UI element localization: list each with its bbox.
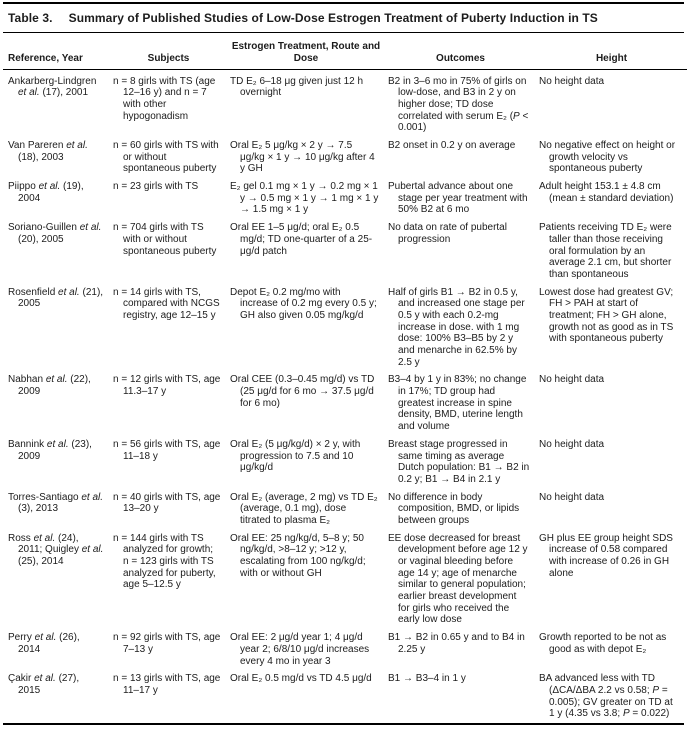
cell-reference-year: Nabhan et al. (22), 2009: [8, 374, 91, 398]
table-row: [3, 434, 687, 487]
cell-reference-year: Soriano-Guillen et al. (20), 2005: [8, 222, 102, 245]
cell-height: No height data: [539, 75, 605, 87]
cell-subjects: n = 13 girls with TS, age 11–17 y: [113, 673, 221, 696]
cell-reference-year: Torres-Santiago et al. (3), 2013: [8, 491, 104, 515]
cell-height: Adult height 153.1 ± 4.8 cm (mean ± standard deviation): [539, 181, 674, 204]
cell-height: No height data: [539, 438, 605, 450]
cell-treatment: Oral EE: 2 μg/d year 1; 4 μg/d year 2; 6/8/10 μg/d increases every 4 mo in year 3: [230, 632, 370, 667]
cell-treatment: Oral E₂ (average, 2 mg) vs TD E₂ (average, 0.1 mg), dose titrated to plasma E₂: [230, 491, 378, 526]
cell-treatment: Oral EE: 25 ng/kg/d, 5–8 y; 50 ng/kg/d, >8–12 y; >12 y, escalating from 100 ng/kg/d; with or without GH: [230, 532, 366, 579]
cell-reference-year: Rosenfield et al. (21), 2005: [8, 286, 104, 310]
cell-treatment: Oral EE 1–5 μg/d; oral E₂ 0.5 mg/d; TD one-quarter of a 25-μg/d patch: [230, 222, 373, 257]
cell-outcomes: No difference in body composition, BMD, or lipids between groups: [388, 491, 520, 526]
cell-subjects: n = 23 girls with TS: [113, 181, 199, 193]
cell-height: Growth reported to be not as good as with depot E₂: [539, 632, 667, 655]
table-row: [3, 528, 687, 628]
cell-treatment: Depot E₂ 0.2 mg/mo with increase of 0.2 mg every 0.5 y; GH also given 0.05 mg/kg/d: [230, 286, 377, 321]
cell-subjects: n = 40 girls with TS, age 13–20 y: [113, 491, 221, 515]
table-row: [3, 627, 687, 668]
cell-height: BA advanced less with TD (ΔCA/ΔBA 2.2 vs 0.58; P = 0.005); GV greater on TD at 1 y (4.35 vs 3.8; P = 0.022): [539, 673, 673, 720]
cell-outcomes: No data on rate of pubertal progression: [388, 222, 507, 245]
cell-height: No height data: [539, 374, 605, 386]
cell-outcomes: Breast stage progressed in same timing as average Dutch population: B1 → B2 in 0.2 y; B1 → B4 in 2.1 y: [388, 438, 530, 485]
cell-outcomes: B1 → B3–4 in 1 y: [388, 673, 466, 685]
cell-height: Lowest dose had greatest GV; FH > PAH at start of treatment; FH > GH alone, growth not as good as in TS with spontaneous puberty: [539, 286, 674, 345]
table-title-text: Summary of Published Studies of Low-Dose Estrogen Treatment of Puberty Induction in TS: [68, 11, 598, 25]
table-row: [3, 487, 687, 528]
table-number-label: Table 3.: [8, 11, 53, 25]
cell-reference-year: Çakir et al. (27), 2015: [8, 673, 80, 696]
cell-treatment: TD E₂ 6–18 μg given just 12 h overnight: [230, 75, 364, 99]
cell-treatment: E₂ gel 0.1 mg × 1 y → 0.2 mg × 1 y → 0.5 mg × 1 y → 1 mg × 1 y → 1.5 mg × 1 y: [230, 181, 379, 216]
cell-height: GH plus EE group height SDS increase of 0.58 compared with increase of 0.26 in GH alone: [539, 532, 673, 579]
table-row: [3, 69, 687, 135]
cell-treatment: Oral CEE (0.3–0.45 mg/d) vs TD (25 μg/d for 6 mo → 37.5 μg/d for 6 mo): [230, 374, 375, 409]
table-title: [3, 4, 684, 33]
cell-outcomes: EE dose decreased for breast development before age 12 y or vaginal bleeding before age 14 y; age of menarche similar to general population; earlier breast development for girls who received the early low dose: [388, 532, 528, 626]
cell-reference-year: Van Pareren et al. (18), 2003: [8, 140, 88, 163]
cell-outcomes: B2 in 3–6 mo in 75% of girls on low-dose, and B3 in 2 y on higher dose; TD dose correlated with serum E₂ (P < 0.001): [388, 75, 529, 134]
column-header-subjects: Subjects: [113, 33, 230, 69]
table-row: [3, 135, 687, 176]
table-body: [3, 69, 687, 721]
cell-subjects: n = 12 girls with TS, age 11.3–17 y: [113, 374, 221, 398]
cell-subjects: n = 8 girls with TS (age 12–16 y) and n = 7 with other hypogonadism: [113, 75, 216, 122]
cell-reference-year: Perry et al. (26), 2014: [8, 632, 80, 655]
cell-outcomes: B2 onset in 0.2 y on average: [388, 140, 516, 152]
cell-reference-year: Piippo et al. (19), 2004: [8, 181, 84, 204]
table-row: [3, 217, 687, 281]
table-row: [3, 668, 687, 721]
cell-subjects: n = 704 girls with TS with or without spontaneous puberty: [113, 222, 217, 257]
cell-treatment: Oral E₂ 0.5 mg/d vs TD 4.5 μg/d: [230, 673, 372, 685]
table-row: [3, 282, 687, 370]
cell-height: No negative effect on height or growth velocity vs spontaneous puberty: [539, 140, 676, 175]
bottom-rule: [3, 723, 684, 725]
cell-reference-year: Ross et al. (24), 2011; Quigley et al. (25), 2014: [8, 532, 104, 568]
column-header-height: Height: [539, 33, 687, 69]
cell-treatment: Oral E₂ 5 μg/kg × 2 y → 7.5 μg/kg × 1 y → 10 μg/kg after 4 y GH: [230, 140, 375, 175]
cell-subjects: n = 60 girls with TS with or without spontaneous puberty: [113, 140, 219, 175]
cell-subjects: n = 144 girls with TS analyzed for growth; n = 123 girls with TS analyzed for puberty, age 5–12.5 y: [113, 532, 216, 591]
studies-table: [3, 33, 687, 721]
header-row: [3, 33, 687, 69]
column-header-reference-year: Reference, Year: [3, 33, 113, 69]
cell-outcomes: Pubertal advance about one stage per year treatment with 50% B2 at 6 mo: [388, 181, 528, 216]
cell-outcomes: B1 → B2 in 0.65 y and to B4 in 2.25 y: [388, 632, 525, 655]
cell-treatment: Oral E₂ (5 μg/kg/d) × 2 y, with progression to 7.5 and 10 μg/kg/d: [230, 438, 361, 474]
cell-subjects: n = 14 girls with TS, compared with NCGS registry, age 12–15 y: [113, 286, 220, 321]
cell-height: Patients receiving TD E₂ were taller than those receiving oral formulation by an average 2.1 cm, but shorter than spontaneous: [539, 222, 672, 280]
cell-outcomes: B3–4 by 1 y in 83%; no change in 17%; TD group had greatest increase in spine density, BMD, uterine length and volume: [388, 374, 527, 433]
cell-subjects: n = 56 girls with TS, age 11–18 y: [113, 438, 221, 462]
cell-reference-year: Bannink et al. (23), 2009: [8, 438, 92, 462]
cell-outcomes: Half of girls B1 → B2 in 0.5 y, and increased one stage per 0.5 y with each 0.2-mg increase in dose. with 1 mg dose: 100% B3–B5 by 2 y and menarche in 62.5% by 2.5 y: [388, 286, 525, 368]
table-row: [3, 176, 687, 217]
cell-subjects: n = 92 girls with TS, age 7–13 y: [113, 632, 221, 655]
table-row: [3, 369, 687, 433]
cell-height: No height data: [539, 491, 605, 503]
column-header-outcomes: Outcomes: [388, 33, 539, 69]
column-header-treatment: Estrogen Treatment, Route and Dose: [230, 33, 388, 69]
table-header: [3, 33, 687, 69]
cell-reference-year: Ankarberg-Lindgren et al. (17), 2001: [8, 75, 97, 99]
